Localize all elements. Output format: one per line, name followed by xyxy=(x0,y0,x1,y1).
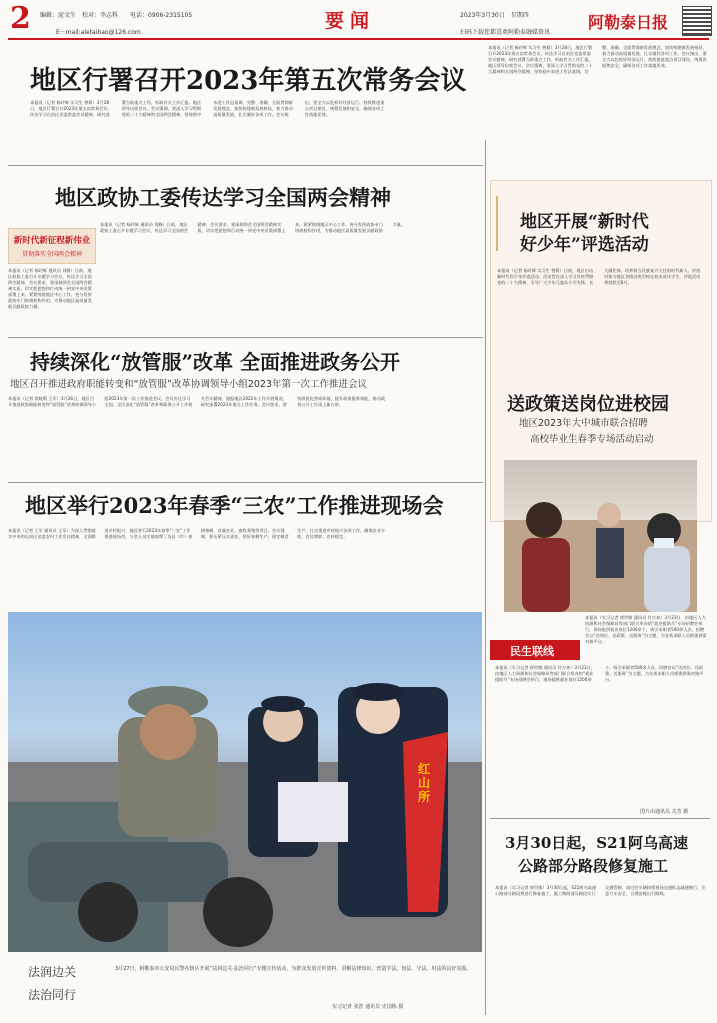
article-body-cont: 本报讯（记者 杨玲辉 实习生 曾莉）3月28日，地区行署召开2023年第五次常务会议，传达学习自治区党委常委会议精神，研究部署当前重点工作，听取有关工作汇报。地区领导出席会议。会议强调，要深入学习贯彻党的二十大精神和全国两会精神，坚持稳中求进工作总基调，完整、准确、全面贯彻新发展理念，加快构建新发展格局，着力推动高质量发展，扎实做好各项工作。会议指出，要全力以赴抓好经济运行，持续推进重点项目建设，统筹发展和安全，确保各项工作落地见效。 xyxy=(488,45,707,74)
divider xyxy=(8,337,483,338)
article-body: 本报讯（记者 王军 通讯员 王军）为深入贯彻落实中央和自治区党委农村工作会议精神，全面推进乡村振兴，地区举行2023年春季“三农”工作推进现场会。与会人员实地观摩了各县（市）春耕备耕、设施农业、畜牧养殖等项目。会议强调，要压紧压实责任，抓好春耕生产，稳定粮食生产，扎实推进乡村振兴各项工作，确保农业丰收、农民增收、农村稳定。 xyxy=(8,528,386,539)
feature-label xyxy=(8,955,104,1017)
minsheng-credit: 图片由通讯员 关芳 摄 xyxy=(640,809,689,815)
career-fair-illustration xyxy=(504,460,697,612)
vest-text: 红山所 xyxy=(418,762,431,804)
header-email: E－mail:aletaibao@126.com xyxy=(56,29,141,36)
banner xyxy=(8,228,96,264)
side-article-title: 好少年”评选活动 xyxy=(520,235,649,255)
article-title: 地区举行2023年春季“三农”工作推进现场会 xyxy=(25,493,444,518)
header-app-tip: 扫码下载您都喜欢阿勒泰融媒资讯 xyxy=(460,29,551,36)
police-scene-illustration xyxy=(8,612,482,952)
article-title: 地区行署召开2023年第五次常务会议 xyxy=(30,66,467,96)
header-info: 编辑：庞文生 校对：李志科 电话：0906-2315105 xyxy=(40,12,193,19)
feature-caption: 3月27日，阿勒泰市公安局民警在辖区开展“法润边关·法治同行”专题宣传活动，为群众发放宣传资料，讲解法律知识，营造学法、知法、守法、用法的良好氛围。 xyxy=(115,966,472,972)
sidebar-bar xyxy=(496,196,498,251)
feature-photo xyxy=(8,612,482,952)
side-article-title: 地区开展“新时代 xyxy=(520,212,649,232)
article-body-cont: 本报讯（记者 杨玲辉 通讯员 刘静）日前，地区政协工委召开专题学习会议，传达学习全国两会精神。会议要求，要深刻领会全国两会精神实质，切实把思想和行动统一到党中央决策部署上来，紧紧围绕地区中心工作，充分发挥政协专门协商机构作用，为推动地区高质量发展贡献政协力量。 xyxy=(100,222,406,233)
article-title: 地区政协工委传达学习全国两会精神 xyxy=(55,185,391,210)
side-article-title: 送政策送岗位进校园 xyxy=(507,394,669,415)
s21-title: 公路部分路段修复施工 xyxy=(518,857,669,875)
section-title: 要闻 xyxy=(325,10,376,32)
feature-label-line1: 法润边关 xyxy=(28,965,77,979)
side-article-subtitle: 高校毕业生春季专场活动启动 xyxy=(530,434,654,445)
side-article-body: 本报讯（记者 杨玲辉 实习生 曾莉）日前，地区启动新时代好少年评选活动。活动旨在深入学习宣传贯彻党的二十大精神，引导广大少年儿童从小学先锋、长大做先锋，培养担当民族复兴大任的时代新人。评选对象为地区各级各类学校在校未成年学生，评选活动将持续至6月。 xyxy=(497,268,701,285)
page-number: 2 xyxy=(10,1,31,36)
header-date: 2023年3月30日 星期四 xyxy=(460,12,529,19)
article-body: 本报讯（记者 杨玲辉 通讯员 刘静）日前，地区政协工委召开专题学习会议，传达学习全国两会精神。会议要求，要深刻领会全国两会精神实质，切实把思想和行动统一到党中央决策部署上来，紧紧围绕地区中心工作，充分发挥政协专门协商机构作用，为推动地区高质量发展贡献政协力量。 xyxy=(8,268,92,309)
feature-label-line2: 法治同行 xyxy=(28,988,77,1002)
minsheng-body-cont: 本报讯（实习记者 崔世敏 通讯员 付吉来）3月23日，由地区人力资源和社会保障局等部门联合举办的“就业援助月”专场招聘会举行，现场提供就业岗位1200余个，吸引求职者500余人次。招聘会以“送岗位、送政策、送服务”为主题，为各类求职人员搭建供需对接平台。 xyxy=(495,665,704,682)
photo-credit: 实习记者 张浩 通讯员 史国栋 摄 xyxy=(332,1004,404,1010)
minsheng-label-text: 民生联线 xyxy=(510,645,554,658)
qr-code-icon xyxy=(682,6,712,36)
masthead: 阿勒泰日报 xyxy=(588,13,669,32)
divider xyxy=(8,482,483,483)
divider xyxy=(490,818,710,819)
banner-line1: 新时代新征程新伟业 xyxy=(13,236,91,246)
article-body: 本报讯（记者 杨玲辉 实习生 曾莉）3月28日，地区行署召开2023年第五次常务会议，传达学习自治区党委常委会议精神，研究部署当前重点工作，听取有关工作汇报。地区领导出席会议。会议强调，要深入学习贯彻党的二十大精神和全国两会精神，坚持稳中求进工作总基调，完整、准确、全面贯彻新发展理念，加快构建新发展格局，着力推动高质量发展，扎实做好各项工作。会议指出，要全力以赴抓好经济运行，持续推进重点项目建设，统筹发展和安全，确保各项工作落地见效。 xyxy=(30,100,385,117)
divider xyxy=(8,165,483,166)
article-body: 本报讯（记者 常晓莉 王军）3月26日，地区召开推进政府职能转变和“放管服”改革协调领导小组2023年第一次工作推进会议。会议传达学习全国、全区深化“放管服”改革和政务公开工作相关会议精神，通报地区2022年工作开展情况，研究部署2023年重点工作任务。会议要求，要持续优化营商环境，提升政务服务效能，推动政务公开工作再上新台阶。 xyxy=(8,396,386,407)
career-fair-photo xyxy=(504,460,697,612)
article-subtitle: 地区召开推进政府职能转变和“放管服”改革协调领导小组2023年第一次工作推进会议 xyxy=(10,379,368,390)
s21-title: 3月30日起，S21阿乌高速 xyxy=(505,834,689,852)
minsheng-body: 本报讯（实习记者 崔世敏 通讯员 付吉来）3月23日，由地区人力资源和社会保障局等部门联合举办的“就业援助月”专场招聘会举行，现场提供就业岗位1200余个，吸引求职者500余人次。招聘会以“送岗位、送政策、送服务”为主题，为各类求职人员搭建供需对接平台。 xyxy=(585,615,707,644)
sidebar-divider xyxy=(485,140,486,1015)
banner-line2: 贯彻落实全国两会精神 xyxy=(21,251,82,258)
article-title: 持续深化“放管服”改革 全面推进政务公开 xyxy=(30,350,400,374)
s21-body: 本报讯（实习记者 崔世敏）3月30日起，S21阿乌高速公路部分路段将进行修复施工，施工期间部分路段实行交通管制，请过往车辆按照现场交通标志减速慢行，注意行车安全，合理安排出行路线。 xyxy=(495,885,706,896)
side-article-subtitle: 地区2023年大中城市联合招聘 xyxy=(519,418,648,429)
minsheng-label xyxy=(490,640,580,660)
